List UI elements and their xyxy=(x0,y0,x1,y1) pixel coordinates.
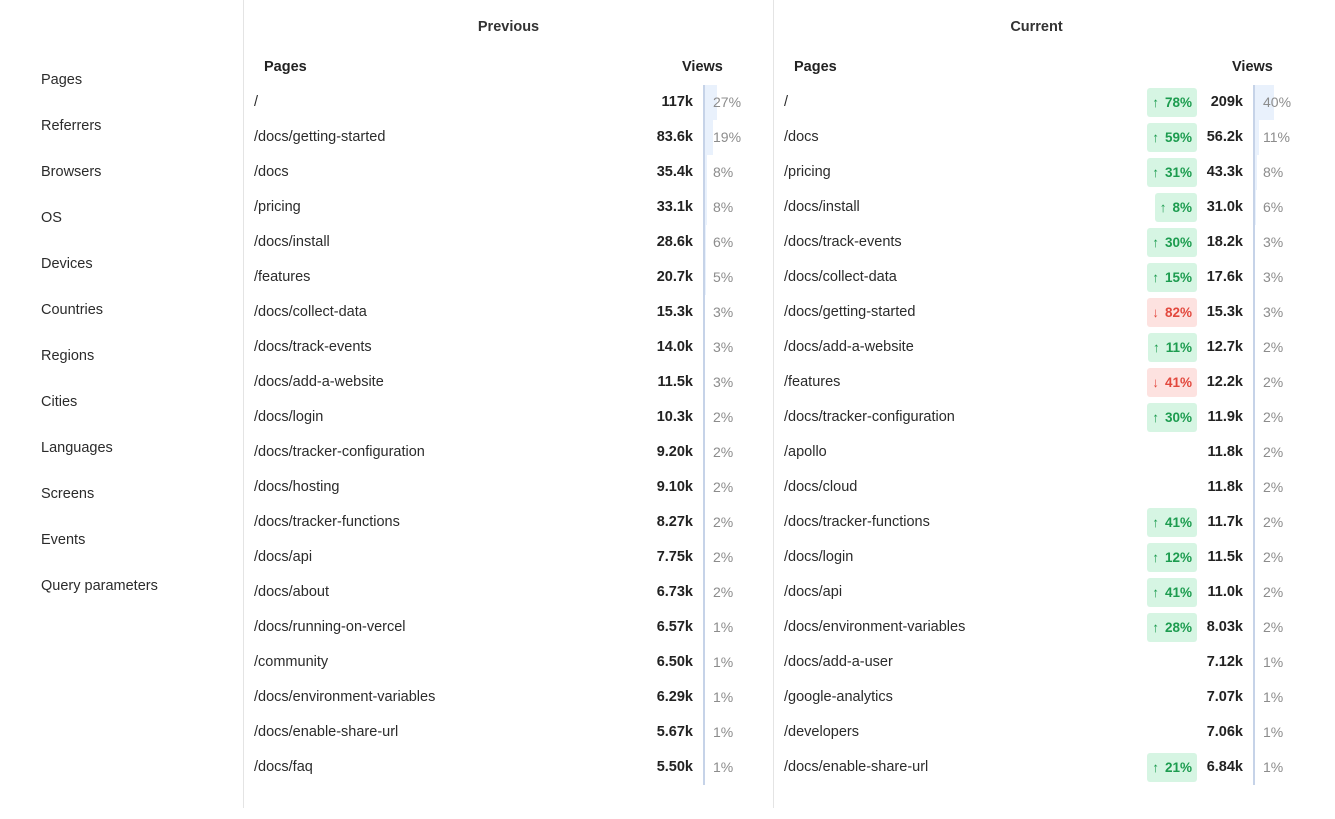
views-value: 35.4k xyxy=(656,164,693,180)
share-bar-axis xyxy=(1253,85,1255,120)
views-value: 15.3k xyxy=(1206,304,1243,320)
previous-panel xyxy=(244,0,773,819)
views-value: 12.7k xyxy=(1206,339,1243,355)
page-path[interactable]: /docs/login xyxy=(784,549,854,565)
sidebar-item-os[interactable]: OS xyxy=(41,210,62,226)
percent-value: 3% xyxy=(713,304,734,320)
percent-value: 2% xyxy=(1263,479,1284,495)
change-value: 15% xyxy=(1164,270,1192,285)
percent-value: 1% xyxy=(713,619,734,635)
share-bar-axis xyxy=(703,225,705,260)
views-value: 209k xyxy=(1210,94,1243,110)
table-row[interactable] xyxy=(774,120,1335,155)
percent-value: 8% xyxy=(713,164,734,180)
change-value: 8% xyxy=(1172,200,1192,215)
arrow-up-icon: ↑ xyxy=(1152,130,1159,145)
percent-value: 27% xyxy=(713,94,742,110)
page-path[interactable]: /docs/api xyxy=(254,549,313,565)
page-path[interactable]: /docs/add-a-website xyxy=(254,374,384,390)
arrow-up-icon: ↑ xyxy=(1152,235,1159,250)
sidebar-item-browsers[interactable]: Browsers xyxy=(41,164,102,180)
percent-value: 1% xyxy=(713,759,734,775)
percent-value: 2% xyxy=(1263,619,1284,635)
percent-value: 3% xyxy=(1263,304,1284,320)
views-value: 28.6k xyxy=(656,234,693,250)
page-path[interactable]: /docs/add-a-user xyxy=(784,654,893,670)
table-row[interactable] xyxy=(244,85,773,120)
page-path[interactable]: /docs/tracker-functions xyxy=(254,514,400,530)
table-row[interactable] xyxy=(244,190,773,225)
percent-value: 2% xyxy=(1263,444,1284,460)
pages-column-header: Pages xyxy=(264,59,307,75)
arrow-up-icon: ↑ xyxy=(1152,620,1159,635)
table-row[interactable] xyxy=(774,575,1335,610)
share-bar-axis xyxy=(703,120,705,155)
pages-column-header: Pages xyxy=(794,59,837,75)
change-value: 41% xyxy=(1164,375,1192,390)
table-row[interactable] xyxy=(244,260,773,295)
share-bar-axis xyxy=(1253,645,1255,680)
change-value: 30% xyxy=(1164,410,1192,425)
change-value: 28% xyxy=(1164,620,1192,635)
views-value: 11.9k xyxy=(1207,409,1243,425)
sidebar-item-query-parameters[interactable]: Query parameters xyxy=(41,578,158,594)
table-row[interactable] xyxy=(774,540,1335,575)
views-value: 31.0k xyxy=(1206,199,1243,215)
views-value: 18.2k xyxy=(1206,234,1243,250)
share-bar-axis xyxy=(703,400,705,435)
share-bar-axis xyxy=(703,645,705,680)
views-value: 9.20k xyxy=(656,444,693,460)
arrow-up-icon: ↑ xyxy=(1152,515,1159,530)
share-bar-axis xyxy=(1253,540,1255,575)
share-bar-axis xyxy=(1253,365,1255,400)
percent-value: 3% xyxy=(713,339,734,355)
share-bar-axis xyxy=(1253,470,1255,505)
page-path[interactable]: /apollo xyxy=(784,444,827,460)
page-path[interactable]: /docs/about xyxy=(254,584,329,600)
table-row[interactable] xyxy=(244,330,773,365)
table-row[interactable] xyxy=(244,295,773,330)
share-bar-axis xyxy=(703,435,705,470)
views-column-header: Views xyxy=(1232,59,1273,75)
arrow-up-icon: ↑ xyxy=(1152,95,1159,110)
views-value: 15.3k xyxy=(656,304,693,320)
table-row[interactable] xyxy=(244,120,773,155)
table-row[interactable] xyxy=(774,330,1335,365)
percent-value: 8% xyxy=(713,199,734,215)
page-path[interactable]: /docs/running-on-vercel xyxy=(254,619,406,635)
page-path[interactable]: /docs/environment-variables xyxy=(254,689,436,705)
sidebar-item-devices[interactable]: Devices xyxy=(41,256,93,272)
percent-value: 2% xyxy=(713,549,734,565)
table-row[interactable] xyxy=(774,225,1335,260)
page-path[interactable]: /docs xyxy=(784,129,819,145)
percent-value: 1% xyxy=(713,724,734,740)
page-path[interactable]: /community xyxy=(254,654,329,670)
page-path[interactable]: /pricing xyxy=(254,199,301,215)
arrow-up-icon: ↑ xyxy=(1152,760,1159,775)
percent-value: 11% xyxy=(1263,129,1290,145)
percent-value: 6% xyxy=(1263,199,1284,215)
percent-value: 8% xyxy=(1263,164,1284,180)
views-value: 7.07k xyxy=(1206,689,1243,705)
views-value: 7.12k xyxy=(1206,654,1243,670)
change-value: 31% xyxy=(1164,165,1192,180)
views-value: 6.57k xyxy=(656,619,693,635)
arrow-up-icon: ↑ xyxy=(1152,585,1159,600)
table-row[interactable] xyxy=(244,435,773,470)
views-value: 14.0k xyxy=(656,339,693,355)
page-path[interactable]: /docs/getting-started xyxy=(254,129,386,145)
table-row[interactable] xyxy=(774,645,1335,680)
page-path[interactable]: /docs/hosting xyxy=(254,479,340,495)
table-row[interactable] xyxy=(774,435,1335,470)
page-path[interactable]: /docs/add-a-website xyxy=(784,339,914,355)
page-path[interactable]: /docs/collect-data xyxy=(784,269,897,285)
views-value: 8.27k xyxy=(656,514,693,530)
percent-value: 1% xyxy=(1263,759,1284,775)
page-path[interactable]: /docs/login xyxy=(254,409,324,425)
percent-value: 2% xyxy=(713,514,734,530)
views-value: 6.29k xyxy=(656,689,693,705)
table-row[interactable] xyxy=(244,575,773,610)
table-row[interactable] xyxy=(774,610,1335,645)
page-path[interactable]: /docs/tracker-configuration xyxy=(254,444,425,460)
share-bar-axis xyxy=(1253,295,1255,330)
sidebar-item-events[interactable]: Events xyxy=(41,532,86,548)
page-path[interactable]: /docs/faq xyxy=(254,759,313,775)
share-bar-axis xyxy=(703,750,705,785)
share-bar-axis xyxy=(703,715,705,750)
arrow-up-icon: ↑ xyxy=(1152,340,1160,355)
change-value: 59% xyxy=(1164,130,1192,145)
change-value: 82% xyxy=(1164,305,1192,320)
share-bar-axis xyxy=(703,505,705,540)
table-row[interactable] xyxy=(774,155,1335,190)
table-row[interactable] xyxy=(244,225,773,260)
percent-value: 1% xyxy=(1263,689,1284,705)
share-bar-axis xyxy=(1253,260,1255,295)
page-path[interactable]: /docs/cloud xyxy=(784,479,858,495)
table-row[interactable] xyxy=(244,365,773,400)
views-value: 5.50k xyxy=(656,759,693,775)
table-row[interactable] xyxy=(244,540,773,575)
views-value: 83.6k xyxy=(656,129,693,145)
views-value: 17.6k xyxy=(1206,269,1243,285)
table-row[interactable] xyxy=(774,400,1335,435)
table-row[interactable] xyxy=(774,85,1335,120)
views-value: 6.50k xyxy=(656,654,693,670)
views-value: 11.7k xyxy=(1207,514,1243,530)
arrow-up-icon: ↑ xyxy=(1152,165,1159,180)
share-bar-axis xyxy=(1253,155,1255,190)
page-path[interactable]: /docs/getting-started xyxy=(784,304,916,320)
page-path[interactable]: /docs xyxy=(254,164,289,180)
views-value: 11.5k xyxy=(1207,549,1243,565)
share-bar-axis xyxy=(1253,190,1255,225)
table-row[interactable] xyxy=(244,610,773,645)
sidebar xyxy=(0,0,243,819)
views-value: 11.5k xyxy=(657,374,693,390)
views-value: 7.06k xyxy=(1206,724,1243,740)
share-bar-axis xyxy=(1253,225,1255,260)
change-value: 30% xyxy=(1164,235,1192,250)
views-value: 11.0k xyxy=(1207,584,1243,600)
sidebar-item-countries[interactable]: Countries xyxy=(41,302,104,318)
percent-value: 2% xyxy=(1263,339,1284,355)
arrow-up-icon: ↑ xyxy=(1159,200,1167,215)
share-bar-axis xyxy=(703,295,705,330)
percent-value: 3% xyxy=(713,374,734,390)
sidebar-item-referrers[interactable]: Referrers xyxy=(41,118,102,134)
page-path[interactable]: /docs/collect-data xyxy=(254,304,367,320)
table-row[interactable] xyxy=(774,295,1335,330)
views-value: 12.2k xyxy=(1206,374,1243,390)
table-row[interactable] xyxy=(774,505,1335,540)
percent-value: 2% xyxy=(713,479,734,495)
views-value: 10.3k xyxy=(656,409,693,425)
table-row[interactable] xyxy=(244,750,773,785)
views-value: 11.8k xyxy=(1207,479,1243,495)
change-value: 21% xyxy=(1164,760,1192,775)
percent-value: 2% xyxy=(713,444,734,460)
share-bar-axis xyxy=(1253,575,1255,610)
share-bar-axis xyxy=(703,610,705,645)
change-value: 41% xyxy=(1164,515,1192,530)
share-bar-axis xyxy=(703,680,705,715)
percent-value: 40% xyxy=(1263,94,1292,110)
page-path[interactable]: /docs/track-events xyxy=(254,339,372,355)
page-path[interactable]: /docs/track-events xyxy=(784,234,902,250)
current-panel xyxy=(774,0,1335,819)
share-bar-axis xyxy=(703,190,705,225)
table-row[interactable] xyxy=(244,505,773,540)
percent-value: 1% xyxy=(713,654,734,670)
table-row[interactable] xyxy=(774,260,1335,295)
arrow-up-icon: ↑ xyxy=(1152,550,1159,565)
page-path[interactable]: /docs/tracker-functions xyxy=(784,514,930,530)
page-path[interactable]: /features xyxy=(784,374,841,390)
share-bar-axis xyxy=(1253,610,1255,645)
views-value: 7.75k xyxy=(656,549,693,565)
page-path[interactable]: /developers xyxy=(784,724,859,740)
share-bar-axis xyxy=(703,330,705,365)
views-value: 9.10k xyxy=(656,479,693,495)
views-value: 20.7k xyxy=(656,269,693,285)
table-row[interactable] xyxy=(774,680,1335,715)
percent-value: 2% xyxy=(1263,409,1284,425)
page-path[interactable]: /docs/install xyxy=(254,234,330,250)
page-path[interactable]: /docs/api xyxy=(784,584,843,600)
table-row[interactable] xyxy=(774,750,1335,785)
percent-value: 1% xyxy=(1263,724,1284,740)
share-bar-axis xyxy=(1253,400,1255,435)
table-row[interactable] xyxy=(774,365,1335,400)
sidebar-item-pages[interactable]: Pages xyxy=(41,72,83,88)
views-value: 117k xyxy=(661,94,693,110)
share-bar-axis xyxy=(1253,750,1255,785)
page-path[interactable]: /pricing xyxy=(784,164,831,180)
share-bar-axis xyxy=(703,365,705,400)
page-path[interactable]: /docs/tracker-configuration xyxy=(784,409,955,425)
table-row[interactable] xyxy=(244,470,773,505)
table-row[interactable] xyxy=(244,680,773,715)
page-path[interactable]: / xyxy=(254,94,259,110)
percent-value: 2% xyxy=(713,409,734,425)
table-row[interactable] xyxy=(774,715,1335,750)
share-bar-axis xyxy=(703,540,705,575)
change-value: 41% xyxy=(1164,585,1192,600)
views-value: 6.73k xyxy=(656,584,693,600)
views-value: 33.1k xyxy=(656,199,693,215)
views-value: 5.67k xyxy=(656,724,693,740)
percent-value: 6% xyxy=(713,234,734,250)
sidebar-item-cities[interactable]: Cities xyxy=(41,394,78,410)
percent-value: 5% xyxy=(713,269,734,285)
page-path[interactable]: /docs/enable-share-url xyxy=(784,759,929,775)
change-value: 11% xyxy=(1165,340,1192,355)
table-row[interactable] xyxy=(774,190,1335,225)
share-bar-axis xyxy=(703,85,705,120)
percent-value: 3% xyxy=(1263,269,1284,285)
views-column-header: Views xyxy=(682,59,723,75)
views-value: 6.84k xyxy=(1206,759,1243,775)
views-value: 8.03k xyxy=(1206,619,1243,635)
page-path[interactable]: /features xyxy=(254,269,311,285)
percent-value: 1% xyxy=(1263,654,1284,670)
change-value: 12% xyxy=(1164,550,1192,565)
share-bar-axis xyxy=(1253,330,1255,365)
percent-value: 1% xyxy=(713,689,734,705)
percent-value: 2% xyxy=(1263,549,1284,565)
share-bar-axis xyxy=(703,260,705,295)
arrow-down-icon: ↓ xyxy=(1152,375,1159,390)
panel-title: Current xyxy=(1010,19,1063,35)
share-bar-axis xyxy=(1253,120,1255,155)
arrow-up-icon: ↑ xyxy=(1152,410,1159,425)
page-path[interactable]: / xyxy=(784,94,789,110)
percent-value: 19% xyxy=(713,129,742,145)
sidebar-item-screens[interactable]: Screens xyxy=(41,486,95,502)
table-row[interactable] xyxy=(244,155,773,190)
views-value: 56.2k xyxy=(1206,129,1243,145)
sidebar-item-languages[interactable]: Languages xyxy=(41,440,113,456)
sidebar-item-regions[interactable]: Regions xyxy=(41,348,95,364)
share-bar-axis xyxy=(703,155,705,190)
arrow-up-icon: ↑ xyxy=(1152,270,1159,285)
page-path[interactable]: /docs/environment-variables xyxy=(784,619,966,635)
change-value: 78% xyxy=(1164,95,1192,110)
share-bar-axis xyxy=(1253,505,1255,540)
table-row[interactable] xyxy=(244,715,773,750)
percent-value: 2% xyxy=(1263,584,1284,600)
page-path[interactable]: /docs/install xyxy=(784,199,860,215)
page-path[interactable]: /docs/enable-share-url xyxy=(254,724,399,740)
views-value: 11.8k xyxy=(1207,444,1243,460)
page-path[interactable]: /google-analytics xyxy=(784,689,893,705)
arrow-down-icon: ↓ xyxy=(1152,305,1159,320)
share-bar-axis xyxy=(1253,680,1255,715)
percent-value: 2% xyxy=(1263,514,1284,530)
percent-value: 2% xyxy=(1263,374,1284,390)
table-row[interactable] xyxy=(244,400,773,435)
table-row[interactable] xyxy=(244,645,773,680)
percent-value: 3% xyxy=(1263,234,1284,250)
share-bar-axis xyxy=(703,575,705,610)
panel-title: Previous xyxy=(477,19,540,35)
share-bar-axis xyxy=(1253,435,1255,470)
share-bar-axis xyxy=(1253,715,1255,750)
share-bar-axis xyxy=(703,470,705,505)
views-value: 43.3k xyxy=(1206,164,1243,180)
percent-value: 2% xyxy=(713,584,734,600)
table-row[interactable] xyxy=(774,470,1335,505)
